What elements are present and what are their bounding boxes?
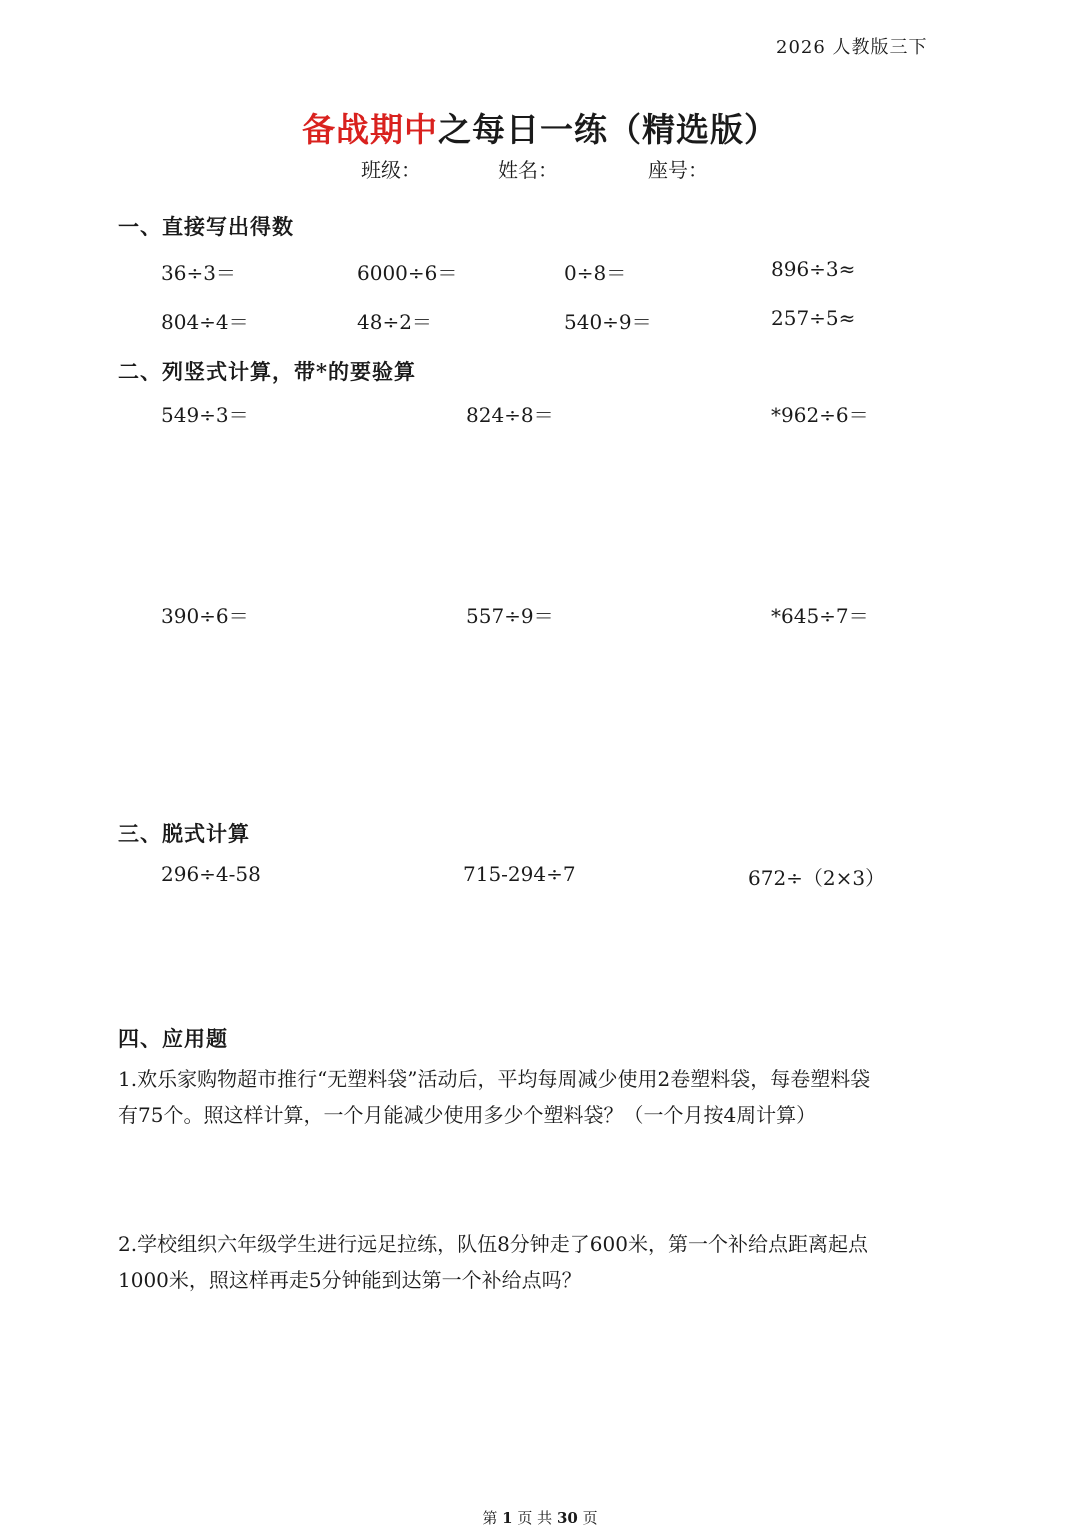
word-problem-1-line-1: 1.欢乐家购物超市推行“无塑料袋”活动后，平均每周减少使用2卷塑料袋，每卷塑料袋 bbox=[118, 1067, 871, 1091]
title-rest: 之每日一练（精选版） bbox=[438, 110, 778, 149]
word-problem-2-line-1: 2.学校组织六年级学生进行远足拉练，队伍8分钟走了600米，第一个补给点距离起点 bbox=[118, 1232, 868, 1256]
current-page-number: 1 bbox=[502, 1509, 513, 1527]
step-problem: 715-294÷7 bbox=[463, 862, 576, 886]
page-title bbox=[0, 104, 1080, 151]
class-field-label: 班级： bbox=[361, 158, 421, 182]
seat-field-label: 座号： bbox=[648, 158, 708, 182]
section-heading-direct-answers: 一、直接写出得数 bbox=[118, 214, 294, 239]
step-problem: 672÷（2×3） bbox=[748, 866, 886, 890]
footer-prefix: 第 bbox=[482, 1509, 498, 1527]
oral-problem: 257÷5≈ bbox=[771, 306, 856, 330]
vertical-problem: 390÷6＝ bbox=[161, 604, 249, 628]
vertical-problem: 824÷8＝ bbox=[466, 403, 554, 427]
name-field-label: 姓名： bbox=[498, 158, 558, 182]
oral-problem: 6000÷6＝ bbox=[357, 261, 458, 285]
vertical-problem: *645÷7＝ bbox=[771, 604, 869, 628]
section-heading-step-calculation: 三、脱式计算 bbox=[118, 821, 250, 846]
vertical-problem: *962÷6＝ bbox=[771, 403, 869, 427]
section-heading-vertical-calculation: 二、列竖式计算，带*的要验算 bbox=[118, 359, 416, 384]
page-number-footer bbox=[0, 1507, 1080, 1528]
word-problem-2-line-2: 1000米，照这样再走5分钟能到达第一个补给点吗？ bbox=[118, 1268, 582, 1292]
footer-suffix: 页 bbox=[582, 1509, 598, 1527]
vertical-problem: 557÷9＝ bbox=[466, 604, 554, 628]
footer-middle: 页 共 bbox=[517, 1509, 553, 1527]
title-highlight: 备战期中 bbox=[302, 110, 438, 149]
section-heading-word-problems: 四、应用题 bbox=[118, 1026, 228, 1051]
total-page-count: 30 bbox=[556, 1509, 578, 1527]
oral-problem: 48÷2＝ bbox=[357, 310, 432, 334]
oral-problem: 36÷3＝ bbox=[161, 261, 236, 285]
oral-problem: 540÷9＝ bbox=[564, 310, 652, 334]
vertical-problem: 549÷3＝ bbox=[161, 403, 249, 427]
oral-problem: 0÷8＝ bbox=[564, 261, 627, 285]
step-problem: 296÷4-58 bbox=[161, 862, 261, 886]
grade-edition-label: 2026 人教版三下 bbox=[776, 37, 928, 58]
oral-problem: 896÷3≈ bbox=[771, 257, 856, 281]
word-problem-1-line-2: 有75个。照这样计算，一个月能减少使用多少个塑料袋？（一个月按4周计算） bbox=[118, 1103, 817, 1127]
oral-problem: 804÷4＝ bbox=[161, 310, 249, 334]
